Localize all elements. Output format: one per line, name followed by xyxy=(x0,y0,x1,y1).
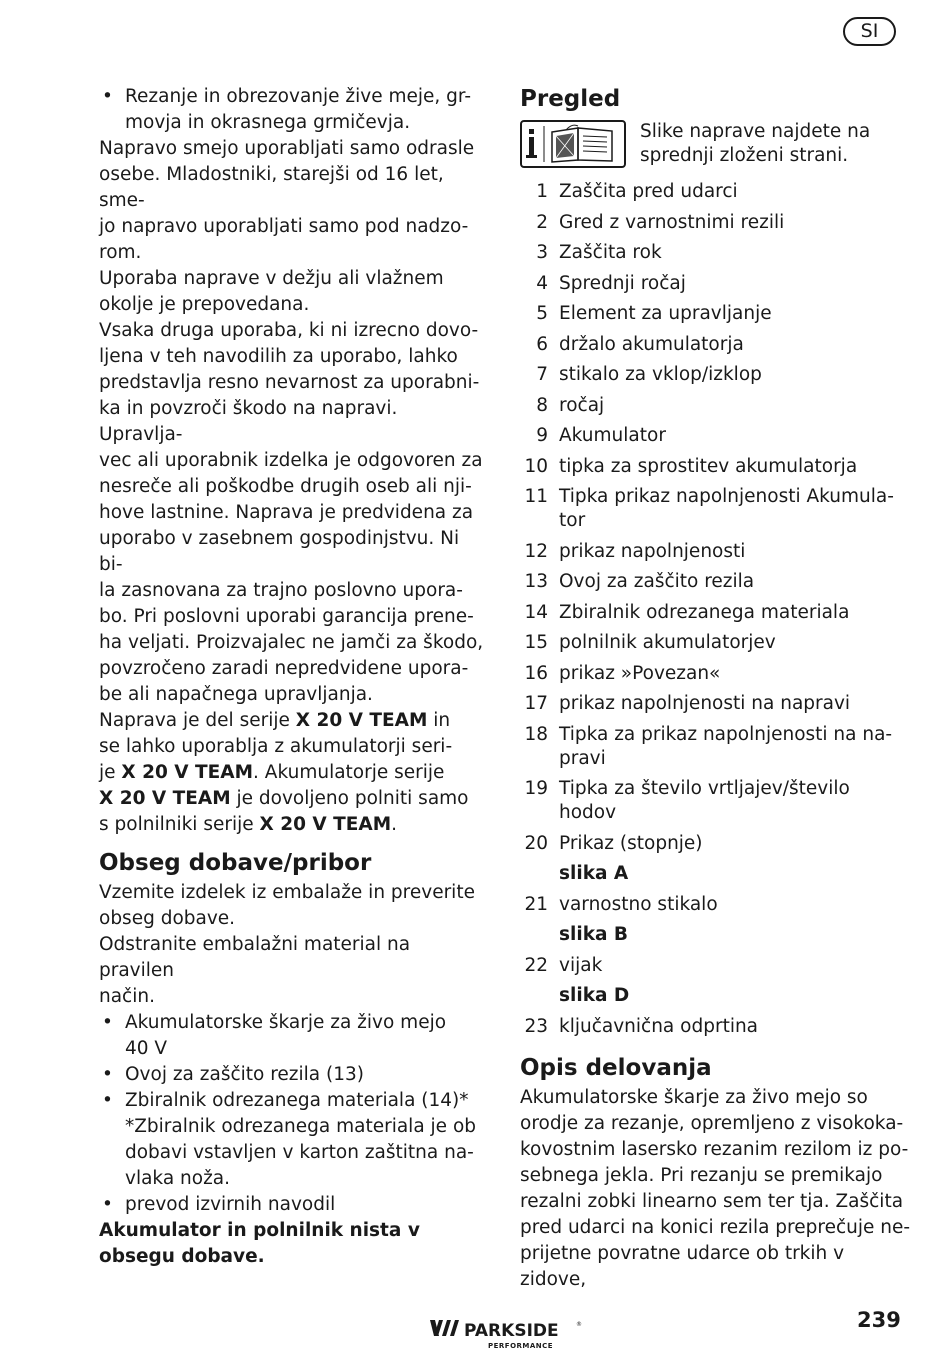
page-number: 239 xyxy=(857,1308,901,1332)
heading-overview: Pregled xyxy=(520,86,621,112)
list-item: • Rezanje in obrezovanje žive meje, gr- movja in okrasnega grmičevja. xyxy=(99,84,484,136)
list-item: 1 Zaščita pred udarci xyxy=(536,181,738,202)
list-item: 22 vijak xyxy=(524,954,603,976)
paragraph-adults: Napravo smejo uporabljati samo odrasle osebe. Mladostniki, starejši od 16 let, sme- jo napravo uporabljati samo pod nadzo- rom. xyxy=(99,138,475,263)
info-text: Slike naprave najdete na sprednji zloženi strani. xyxy=(640,121,871,166)
notice-not-included: Akumulator in polnilnik nista v obsegu dobave. xyxy=(99,1220,420,1267)
figure-label-b: slika B xyxy=(559,924,629,945)
language-badge: SI xyxy=(843,17,896,46)
list-item: 4 Sprednji ročaj xyxy=(536,272,686,294)
paragraph-rain: Uporaba naprave v dežju ali vlažnem okolje je prepovedana. xyxy=(99,268,444,315)
parts-list xyxy=(520,180,912,856)
paragraph-packaging: Odstranite embalažni material na pravilen način. xyxy=(99,934,411,1007)
brand-sub: PERFORMANCE xyxy=(488,1342,554,1350)
list-item: 18 Tipka za prikaz napolnjenosti na na- pravi xyxy=(524,723,893,769)
list-item: 13 Ovoj za zaščito rezila xyxy=(524,571,755,592)
list-item: 7 stikalo za vklop/izklop xyxy=(536,364,762,385)
figure-label-d: slika D xyxy=(559,985,630,1006)
list-item: 10 tipka za sprostitev akumulatorja xyxy=(524,455,858,477)
left-column xyxy=(99,84,484,1270)
list-item: 19 Tipka za število vrtljajev/število hodov xyxy=(524,778,850,823)
list-item: 3 Zaščita rok xyxy=(536,242,662,263)
info-note xyxy=(520,120,912,168)
paragraph-series: Naprava je del serije X 20 V TEAM in se lahko uporablja z akumulatorji seri- je X 20 V TEAM. Akumulatorje serije X 20 V TEAM je dovoljeno polniti samo s polnilniki serije X 20 V TEAM. xyxy=(99,710,469,835)
brand-name: PARKSIDE xyxy=(464,1321,559,1341)
list-item: 5 Element za upravljanje xyxy=(536,303,772,324)
list-item: 16 prikaz »Povezan« xyxy=(524,662,721,684)
list-item: • Akumulatorske škarje za živo mejo 40 V xyxy=(99,1010,484,1062)
right-column xyxy=(520,84,912,1293)
list-item: 21 varnostno stikalo xyxy=(524,893,718,915)
svg-text:®: ® xyxy=(576,1321,582,1328)
info-book-icon xyxy=(520,120,626,168)
list-item: 6 držalo akumulatorja xyxy=(536,333,744,355)
heading-function: Opis delovanja xyxy=(520,1054,712,1081)
list-item: • Ovoj za zaščito rezila (13) xyxy=(99,1062,484,1088)
paragraph-unpack: Vzemite izdelek iz embalaže in preverite obseg dobave. xyxy=(99,882,475,929)
footnote: *Zbiralnik odrezanega materiala je ob dobavi vstavljen v karton zaštitna na- vlaka noža. xyxy=(125,1116,477,1189)
list-item: 12 prikaz napolnjenosti xyxy=(524,540,746,562)
list-item: 15 polnilnik akumulatorjev xyxy=(524,632,776,653)
list-item: 14 Zbiralnik odrezanega materiala xyxy=(524,601,850,623)
list-item: 2 Gred z varnostnimi rezili xyxy=(536,211,785,233)
paragraph-function: Akumulatorske škarje za živo mejo so orodje za rezanje, opremljeno z visokoka- kovostnim lasersko rezanim rezilom iz po- sebnega jekla. Pri rezanju se premikajo rezalni zobki linearno sem ter tja. Zaščita pred udarci na konici rezila preprečuje ne- prijetne povratne udarce ob trkih v zidove, xyxy=(520,1086,911,1290)
brand-logo xyxy=(430,1318,580,1352)
list-item: 23 ključavnična odprtina xyxy=(524,1015,759,1037)
list-item: • prevod izvirnih navodil xyxy=(99,1192,484,1218)
list-item: • Zbiralnik odrezanega materiala (14)* xyxy=(99,1088,484,1114)
list-item: 20 Prikaz (stopnje) xyxy=(524,832,703,854)
heading-scope: Obseg dobave/pribor xyxy=(99,850,372,876)
list-item: 11 Tipka prikaz napolnjenosti Akumula- tor xyxy=(524,486,894,531)
list-item: 17 prikaz napolnjenosti na napravi xyxy=(524,693,851,714)
figure-label-a: slika A xyxy=(559,863,629,884)
list-item: 9 Akumulator xyxy=(536,425,666,446)
list-item: 8 ročaj xyxy=(536,394,605,416)
paragraph-misuse: Vsaka druga uporaba, ki ni izrecno dovo- ljena v teh navodilih za uporabo, lahko predstavlja resno nevarnost za uporabni- ka in povzroči škodo na napravi. Upravlja- vec ali uporabnik izdelka je odgovoren za nesreče ali poškodbe drugih oseb ali nji- hove lastnine. Naprava je predvidena za uporabo v zasebnem gospodinjstvu. Ni bi- la zasnovana za trajno poslovno upora- bo. Pri poslovni uporabi garancija prene- ha veljati. Proizvajalec ne jamči za škodo, povzročeno zaradi nepredvidene upora- be ali napačnega upravljanja. xyxy=(99,320,484,705)
